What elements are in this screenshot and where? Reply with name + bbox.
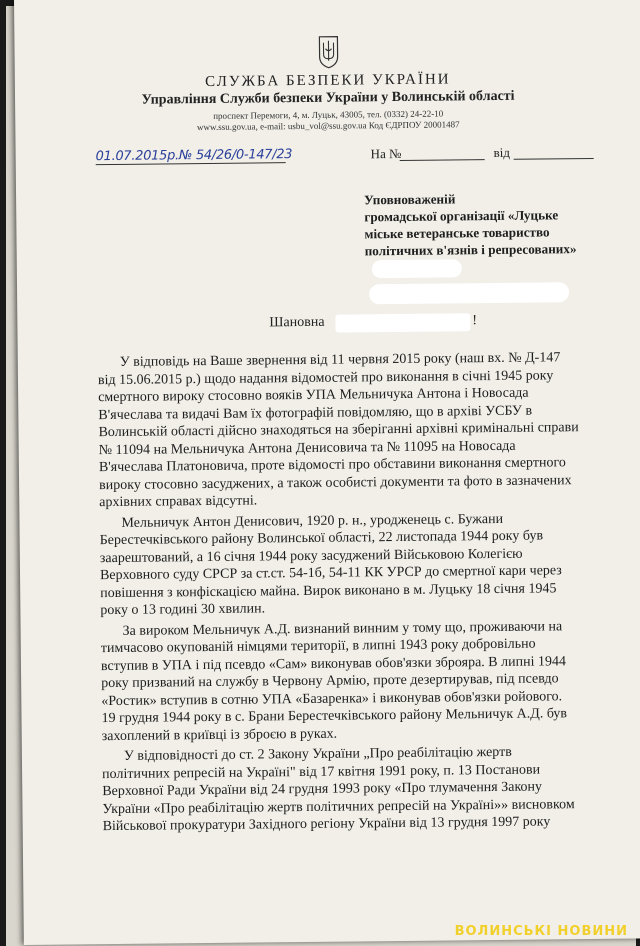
greeting: Шановна (269, 314, 325, 331)
reference-number-blank (400, 159, 485, 161)
body-line: В'ячеслава Платоновича, проте відомості про обставини виконання смертного (98, 455, 566, 476)
body-line: року призваний на службу в Червону Армію, проте дезертирував, під псевдо (101, 671, 559, 692)
letter-page (14, 0, 640, 945)
body-line: смертного вироку стосовно вояків УПА Мельничука Антона і Новосада (98, 385, 529, 406)
body-line: захоплений в криївці із зброєю в руках. (101, 726, 338, 744)
addressee-line: політичних в'язнів і репресованих» (364, 241, 577, 259)
body-line: тимчасово окупованій німцями території, в липні 1943 року добровільно (100, 636, 536, 657)
body-line: України «Про реабілітацію жертв політичних репресій на Україні»» висновком (102, 796, 575, 817)
registration-number: 01.07.2015р.№ 54/26/0-147/23 (95, 147, 293, 165)
body-line: вступив в УПА і під псевдо «Сам» виконував обов'язки зброяра. В липні 1944 (100, 653, 567, 674)
reference-date-label: від (493, 144, 511, 160)
reference-number-label: На № (370, 145, 402, 162)
agency-name: СЛУЖБА БЕЗПЕКИ УКРАЇНИ (205, 71, 451, 91)
body-line: 19 грудня 1944 року в с. Брани Берестечківського району Мельничук А.Д. був (101, 706, 568, 727)
agency-address: проспект Перемоги, 4, м. Луцьк, 43005, тел. (0332) 24-22-10 (213, 108, 444, 121)
body-line: Верховного суду СРСР за ст.ст. 54-1б, 54-11 КК УРСР до смертної кари через (99, 563, 562, 584)
body-paragraph (99, 509, 630, 620)
body-line: Волинській області дійсно знаходяться на зберіганні архівні кримінальні справи (98, 420, 579, 441)
body-line: Верховної Ради України від 24 грудня 1993 року «Про тлумачення Закону (102, 779, 543, 800)
body-line: В'ячеслава та видачі Вам їх фотографій повідомляю, що в архіві УСБУ в (98, 403, 533, 423)
body-line: повішення з конфіскацією майна. Вирок виконано в м. Луцьку 18 січня 1945 (100, 580, 557, 601)
body-line: архівних справах відсутні. (99, 493, 258, 511)
body-line: Берестечківського району Волинської області, 22 листопада 1944 року був (99, 528, 544, 549)
body-line: За вироком Мельничук А.Д. визнаний винним у тому що, проживаючи на (122, 618, 563, 639)
reference-date-blank (514, 158, 594, 160)
trident-emblem-icon (317, 35, 339, 69)
addressee-line: міське ветеранське товариство (364, 224, 550, 242)
body-line: від 15.06.2015 р.) щодо надання відомостей про виконання в січні 1945 року (97, 367, 554, 388)
addressee-line: громадської організації «Луцьке (364, 207, 559, 225)
body-line: року о 13 годині 30 хвилин. (100, 601, 266, 619)
agency-contacts: www.ssu.gov.ua, e-mail: usbu_vol@ssu.gov.ua Код ЄДРПОУ 20001487 (196, 119, 460, 133)
addressee-block (364, 189, 577, 259)
redaction-mark (369, 282, 569, 304)
addressee-line: Уповноваженій (364, 191, 456, 208)
body-line: Мельничук Антон Денисович, 1920 р. н., уродженець с. Бужани (121, 511, 504, 531)
body-line: У відповідь на Ваше звернення від 11 червня 2015 року (наш вх. № Д-147 (119, 350, 561, 370)
body-line: № 11094 на Мельничука Антона Денисовича та № 11095 на Новосада (98, 438, 516, 458)
body-line: політичних репресій на Україні" від 17 квітня 1991 року, п. 13 Постанови (102, 762, 541, 782)
body-line: «Ростик» вступив в сотню УПА «Базаренка» і виконував обов'язки ройового. (101, 688, 563, 709)
redaction-mark (372, 259, 462, 278)
body-line: У відповідності до ст. 2 Закону України „Про реабілітацію жертв (123, 744, 512, 764)
body-line: вироку стосовно засуджених, а також особисті документи та фото в зазначених (99, 472, 572, 493)
body-paragraph (101, 617, 632, 745)
body-line: Військової прокуратури Західного регіону України від 13 грудня 1997 року (102, 814, 551, 835)
department-name: Управління Служби безпеки України у Волинській області (141, 88, 515, 108)
letter-body (98, 349, 633, 839)
body-paragraph (102, 743, 633, 836)
body-paragraph (98, 349, 630, 512)
redaction-mark (335, 313, 470, 332)
body-line: заарештований, а 16 січня 1944 року засуджений Військовою Колегією (99, 546, 523, 566)
greeting-exclamation: ! (472, 313, 478, 329)
watermark-logo: ВОЛИНСЬКІ НОВИНИ (454, 924, 628, 939)
